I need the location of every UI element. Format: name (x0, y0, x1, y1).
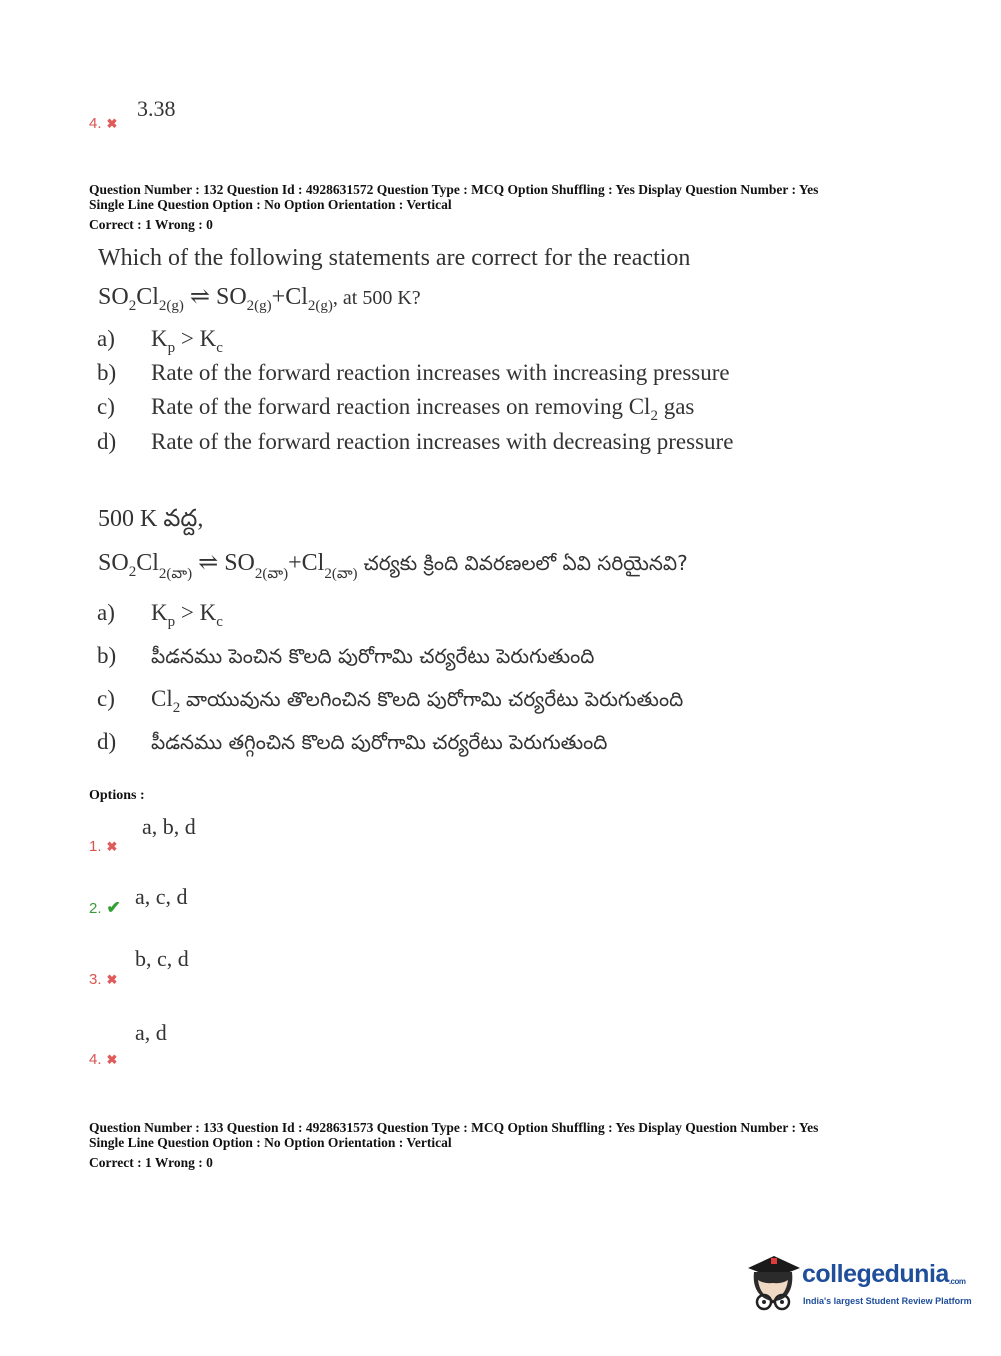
statement-label: d) (97, 429, 117, 454)
option-1-value[interactable]: a, b, d (142, 814, 196, 839)
question-meta (89, 182, 818, 232)
options-label: Options : (89, 788, 145, 803)
statement-text: పీడనము తగ్గించిన కొలది పురోగామి చర్యరేటు పెరుగుతుంది (151, 730, 608, 754)
logo-suffix: .com (948, 1277, 966, 1286)
question-intro-en: Which of the following statements are correct for the reaction (98, 245, 691, 271)
statement-label: a) (97, 600, 115, 625)
option-4-value[interactable]: a, d (135, 1020, 167, 1045)
logo-name: collegedunia (802, 1260, 949, 1288)
statement-label: b) (97, 643, 117, 668)
statement-label: c) (97, 686, 115, 711)
reaction-equation-te: $SO_2Cl_{2(వా)}$ ⇌ $SO_{2(వా)}+Cl_{2(వా)}$ చర్యకు క్రింది వివరణలలో ఏవి సరియైనవి? (98, 550, 688, 582)
meta-line-1: Question Number : 133 Question Id : 4928631573 Question Type : MCQ Option Shuffling : Yes Display Question Number : Yes (89, 1120, 819, 1135)
option-3-number (89, 971, 117, 989)
option-number-text: 1. (89, 838, 102, 855)
statement-a-te: a) $K_p > K_c$ (97, 600, 223, 630)
option-4-number (89, 1051, 117, 1069)
statement-text: Rate of the forward reaction increases with increasing pressure (151, 360, 730, 385)
cross-icon: ✖ (106, 116, 118, 131)
statement-text: Rate of the forward reaction increases with decreasing pressure (151, 429, 734, 454)
meta-line-3: Correct : 1 Wrong : 0 (89, 217, 213, 232)
cross-icon: ✖ (106, 839, 118, 854)
te-reaction-suffix: చర్యకు క్రింది వివరణలలో ఏవి సరియైనవి? (363, 551, 688, 575)
statement-c-te (97, 686, 683, 717)
statement-label: b) (97, 360, 117, 385)
option-number-text: 4. (89, 1051, 102, 1068)
question-intro-te (98, 502, 203, 536)
cross-icon: ✖ (106, 972, 118, 987)
logo-wordmark (802, 1260, 965, 1289)
statement-a-en: a) $K_p > K_c$ (97, 326, 223, 356)
meta-line-3: Correct : 1 Wrong : 0 (89, 1155, 213, 1170)
option-3-value[interactable]: b, c, d (135, 946, 189, 971)
option-2-value[interactable]: a, c, d (135, 884, 188, 909)
statement-b-te (97, 643, 594, 673)
statement-label: c) (97, 394, 115, 419)
collegedunia-logo (742, 1250, 972, 1315)
chem-prefix: Cl (151, 686, 173, 711)
statement-d-en (97, 429, 733, 455)
statement-text-end: gas (657, 394, 695, 419)
option-2-number (89, 898, 121, 918)
cross-icon: ✖ (106, 1052, 118, 1067)
reaction-suffix: , at 500 K? (332, 287, 421, 309)
statement-d-te (97, 729, 607, 759)
te-intro-text: 500 K వద్ద, (98, 506, 204, 532)
mascot-icon (742, 1250, 802, 1312)
meta-line-2: Single Line Question Option : No Option Orientation : Vertical (89, 197, 452, 212)
statement-c-en (97, 394, 694, 425)
subscript: 2 (650, 408, 658, 424)
prev-option-number: 4. ✖ (89, 115, 118, 132)
statement-label: a) (97, 326, 115, 351)
meta-line-2: Single Line Question Option : No Option Orientation : Vertical (89, 1135, 452, 1150)
question-meta (89, 1120, 818, 1170)
option-number-text: 3. (89, 971, 102, 988)
check-icon: ✔ (106, 898, 121, 917)
statement-text: Rate of the forward reaction increases on removing Cl (151, 394, 651, 419)
option-1-number (89, 838, 117, 856)
statement-b-en (97, 360, 730, 386)
meta-line-1: Question Number : 132 Question Id : 4928631572 Question Type : MCQ Option Shuffling : Yes Display Question Number : Yes (89, 182, 819, 197)
reaction-equation-en: $SO_2Cl_{2(g)}$ ⇌ $SO_{2(g)}+Cl_{2(g)}$, at 500 K? (98, 284, 421, 314)
prev-option-value: 3.38 (137, 96, 176, 121)
statement-text: వాయువును తొలగించిన కొలది పురోగామి చర్యరేటు పెరుగుతుంది (185, 687, 684, 711)
subscript: 2 (172, 700, 181, 716)
statement-label: d) (97, 729, 117, 754)
option-number-text: 2. (89, 900, 102, 917)
logo-tagline: India's largest Student Review Platform (803, 1296, 972, 1306)
statement-text: పీడనము పెంచిన కొలది పురోగామి చర్యరేటు పెరుగుతుంది (151, 644, 595, 668)
